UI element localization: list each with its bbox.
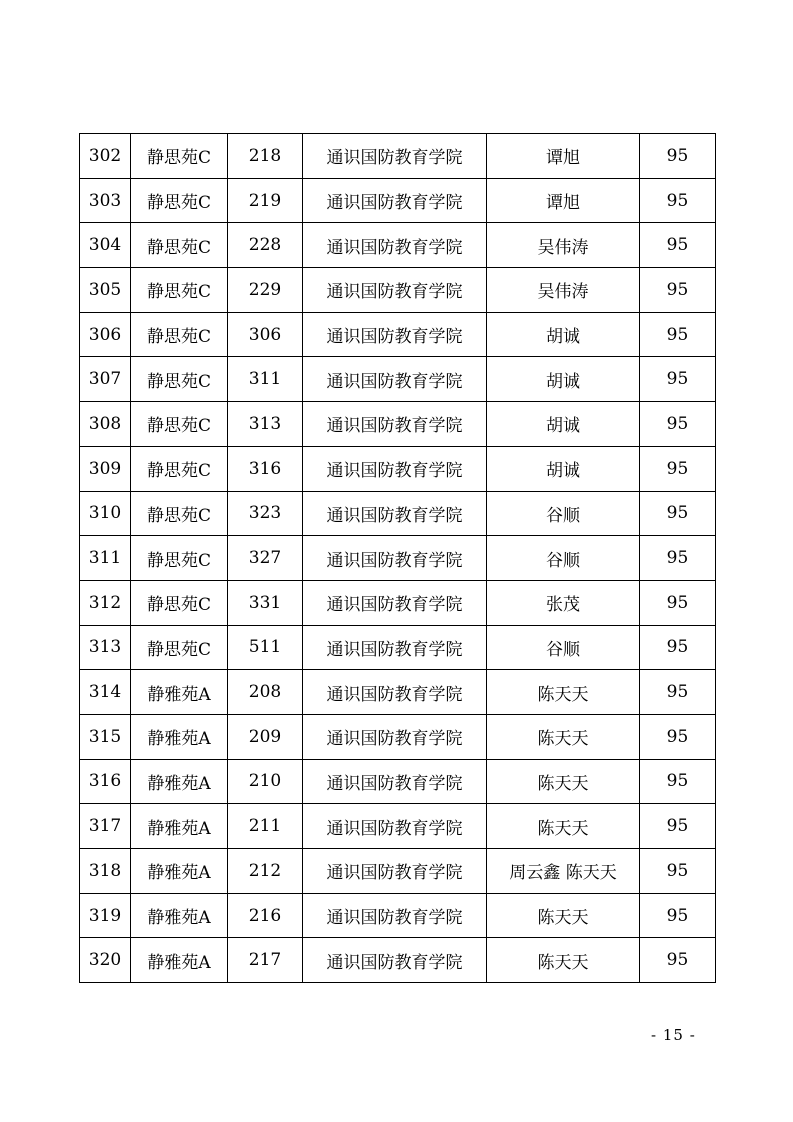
row-number-cell: 315 [80,714,131,759]
table-row [80,446,716,491]
room-cell: 323 [228,491,303,536]
score-cell: 95 [640,804,716,849]
score-cell: 95 [640,938,716,983]
college-cell: 通识国防教育学院 [303,670,487,715]
building-cell: 静雅苑A [131,804,228,849]
college-cell: 通识国防教育学院 [303,312,487,357]
page-number: - 15 - [651,1026,696,1044]
counselor-cell: 吴伟涛 [487,223,640,268]
score-cell: 95 [640,759,716,804]
counselor-cell: 谷顺 [487,536,640,581]
score-cell: 95 [640,223,716,268]
building-cell: 静思苑C [131,580,228,625]
room-cell: 216 [228,893,303,938]
room-cell: 212 [228,849,303,894]
room-cell: 208 [228,670,303,715]
score-cell: 95 [640,849,716,894]
college-cell: 通识国防教育学院 [303,804,487,849]
counselor-cell: 胡诚 [487,357,640,402]
room-cell: 218 [228,134,303,179]
score-cell: 95 [640,446,716,491]
score-cell: 95 [640,491,716,536]
row-number-cell: 309 [80,446,131,491]
building-cell: 静思苑C [131,357,228,402]
room-cell: 311 [228,357,303,402]
score-cell: 95 [640,670,716,715]
college-cell: 通识国防教育学院 [303,268,487,313]
college-cell: 通识国防教育学院 [303,357,487,402]
table-row [80,580,716,625]
table-row [80,312,716,357]
row-number-cell: 308 [80,402,131,447]
college-cell: 通识国防教育学院 [303,402,487,447]
score-cell: 95 [640,402,716,447]
score-cell: 95 [640,893,716,938]
building-cell: 静思苑C [131,491,228,536]
room-cell: 217 [228,938,303,983]
college-cell: 通识国防教育学院 [303,580,487,625]
room-cell: 228 [228,223,303,268]
score-cell: 95 [640,357,716,402]
table-row [80,536,716,581]
room-cell: 331 [228,580,303,625]
table-row [80,178,716,223]
counselor-cell: 陈天天 [487,893,640,938]
counselor-cell: 胡诚 [487,402,640,447]
row-number-cell: 306 [80,312,131,357]
row-number-cell: 303 [80,178,131,223]
building-cell: 静雅苑A [131,849,228,894]
building-cell: 静雅苑A [131,759,228,804]
table-row [80,625,716,670]
row-number-cell: 307 [80,357,131,402]
row-number-cell: 312 [80,580,131,625]
building-cell: 静雅苑A [131,670,228,715]
building-cell: 静思苑C [131,312,228,357]
table-row [80,134,716,179]
room-cell: 511 [228,625,303,670]
college-cell: 通识国防教育学院 [303,178,487,223]
row-number-cell: 310 [80,491,131,536]
counselor-cell: 谷顺 [487,625,640,670]
building-cell: 静雅苑A [131,893,228,938]
counselor-cell: 胡诚 [487,312,640,357]
table-row [80,357,716,402]
counselor-cell: 胡诚 [487,446,640,491]
table-row [80,268,716,313]
score-cell: 95 [640,625,716,670]
room-cell: 211 [228,804,303,849]
room-cell: 219 [228,178,303,223]
counselor-cell: 吴伟涛 [487,268,640,313]
counselor-cell: 陈天天 [487,714,640,759]
counselor-cell: 谷顺 [487,491,640,536]
room-cell: 306 [228,312,303,357]
score-cell: 95 [640,178,716,223]
score-cell: 95 [640,536,716,581]
college-cell: 通识国防教育学院 [303,714,487,759]
counselor-cell: 陈天天 [487,670,640,715]
table-row [80,670,716,715]
table-row [80,759,716,804]
table-row [80,491,716,536]
table-row [80,714,716,759]
college-cell: 通识国防教育学院 [303,446,487,491]
room-cell: 229 [228,268,303,313]
table-row [80,893,716,938]
room-cell: 313 [228,402,303,447]
row-number-cell: 317 [80,804,131,849]
score-cell: 95 [640,714,716,759]
row-number-cell: 314 [80,670,131,715]
table-row [80,804,716,849]
counselor-cell: 谭旭 [487,178,640,223]
building-cell: 静思苑C [131,268,228,313]
building-cell: 静思苑C [131,625,228,670]
row-number-cell: 304 [80,223,131,268]
building-cell: 静雅苑A [131,714,228,759]
table-row [80,223,716,268]
college-cell: 通识国防教育学院 [303,536,487,581]
room-cell: 209 [228,714,303,759]
counselor-cell: 张茂 [487,580,640,625]
college-cell: 通识国防教育学院 [303,491,487,536]
table-row [80,402,716,447]
score-cell: 95 [640,268,716,313]
building-cell: 静思苑C [131,446,228,491]
row-number-cell: 316 [80,759,131,804]
building-cell: 静思苑C [131,178,228,223]
row-number-cell: 320 [80,938,131,983]
college-cell: 通识国防教育学院 [303,938,487,983]
row-number-cell: 318 [80,849,131,894]
row-number-cell: 319 [80,893,131,938]
counselor-cell: 陈天天 [487,938,640,983]
building-cell: 静思苑C [131,536,228,581]
score-cell: 95 [640,580,716,625]
score-cell: 95 [640,134,716,179]
counselor-cell: 陈天天 [487,759,640,804]
row-number-cell: 311 [80,536,131,581]
room-cell: 327 [228,536,303,581]
college-cell: 通识国防教育学院 [303,759,487,804]
building-cell: 静思苑C [131,402,228,447]
table-body [80,134,716,983]
counselor-cell: 周云鑫 陈天天 [487,849,640,894]
college-cell: 通识国防教育学院 [303,849,487,894]
college-cell: 通识国防教育学院 [303,134,487,179]
room-cell: 210 [228,759,303,804]
table-row [80,849,716,894]
college-cell: 通识国防教育学院 [303,625,487,670]
room-cell: 316 [228,446,303,491]
building-cell: 静思苑C [131,223,228,268]
counselor-cell: 谭旭 [487,134,640,179]
college-cell: 通识国防教育学院 [303,223,487,268]
counselor-cell: 陈天天 [487,804,640,849]
row-number-cell: 313 [80,625,131,670]
table-row [80,938,716,983]
college-cell: 通识国防教育学院 [303,893,487,938]
building-cell: 静雅苑A [131,938,228,983]
building-cell: 静思苑C [131,134,228,179]
row-number-cell: 302 [80,134,131,179]
score-cell: 95 [640,312,716,357]
row-number-cell: 305 [80,268,131,313]
dormitory-score-table [79,133,716,983]
